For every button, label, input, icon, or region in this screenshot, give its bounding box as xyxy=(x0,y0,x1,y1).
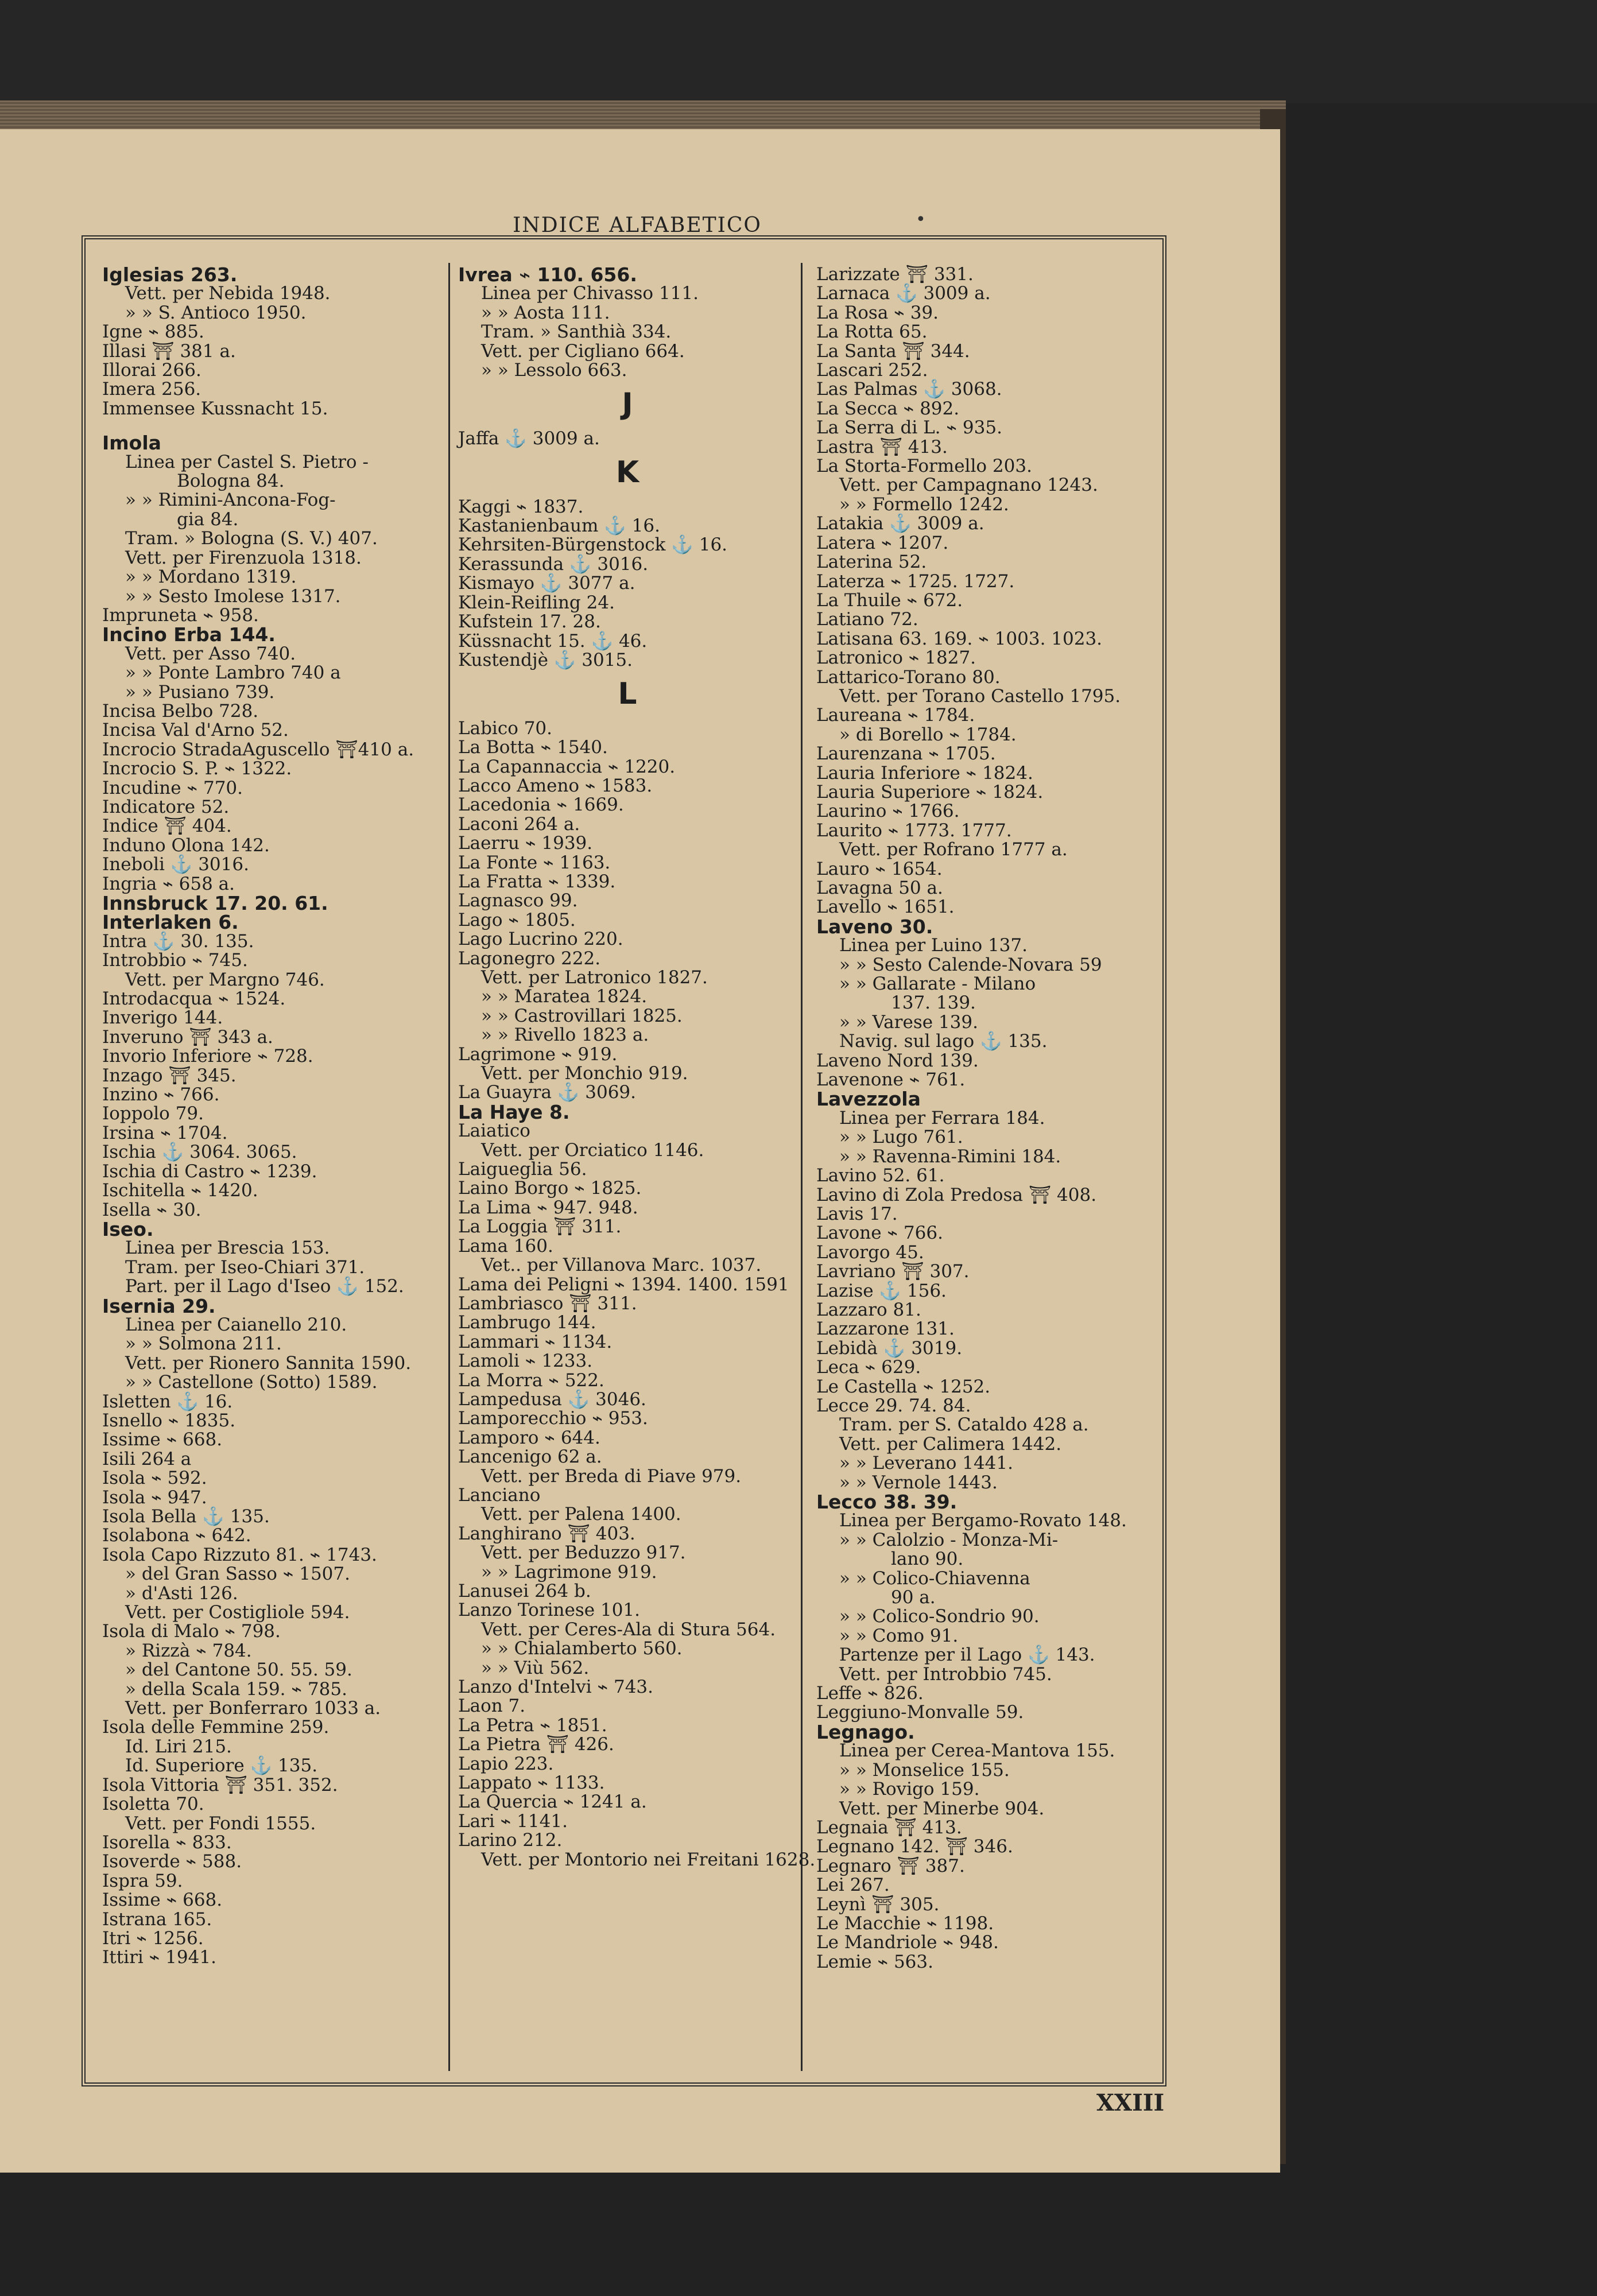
index-entry: » » Monselice 155. xyxy=(839,1759,1010,1781)
index-heading: Lecco 38. 39. xyxy=(816,1491,958,1513)
index-entry: Vett. per Ceres-Ala di Stura 564. xyxy=(481,1619,776,1640)
background xyxy=(0,0,1597,103)
index-entry: » » Rovigo 159. xyxy=(839,1779,980,1800)
index-entry: Isolabona ⌁ 642. xyxy=(102,1525,251,1546)
index-entry: Leffe ⌁ 826. xyxy=(816,1683,924,1704)
index-entry: Langhirano ⛩ 403. xyxy=(458,1523,635,1544)
index-entry: Introbbio ⌁ 745. xyxy=(102,950,248,971)
index-column-3 xyxy=(816,265,1161,1972)
index-entry: Kismayo ⚓ 3077 a. xyxy=(458,573,635,594)
index-entry: La Petra ⌁ 1851. xyxy=(458,1715,607,1736)
index-entry: Kehrsiten-Bürgenstock ⚓ 16. xyxy=(458,534,728,556)
index-heading: Legnago. xyxy=(816,1720,915,1743)
index-entry: Lappato ⌁ 1133. xyxy=(458,1773,605,1794)
index-entry: » » Calolzio - Monza-Mi- xyxy=(839,1529,1059,1550)
index-entry: Le Mandriole ⌁ 948. xyxy=(816,1932,999,1953)
index-entry: lano 90. xyxy=(891,1549,964,1570)
index-entry: Labico 70. xyxy=(458,718,553,739)
index-entry: » » S. Antioco 1950. xyxy=(125,302,307,323)
column-divider-2 xyxy=(801,263,803,2071)
index-entry: Larizzate ⛩ 331. xyxy=(816,264,974,285)
index-entry: Lavenone ⌁ 761. xyxy=(816,1069,966,1091)
index-entry: » » Pusiano 739. xyxy=(125,681,275,703)
index-entry: Lacco Ameno ⌁ 1583. xyxy=(458,775,653,796)
index-entry: Ioppolo 79. xyxy=(102,1103,204,1124)
index-entry: Laurito ⌁ 1773. 1777. xyxy=(816,820,1012,841)
index-entry: » » Vernole 1443. xyxy=(839,1472,998,1493)
index-entry: » » Como 91. xyxy=(839,1625,959,1646)
index-entry: Lampedusa ⚓ 3046. xyxy=(458,1389,646,1410)
index-entry: Ispra 59. xyxy=(102,1870,183,1891)
index-entry: Lammari ⌁ 1134. xyxy=(458,1331,613,1352)
index-entry: Lagrimone ⌁ 919. xyxy=(458,1044,618,1065)
index-entry: Le Macchie ⌁ 1198. xyxy=(816,1913,994,1934)
index-heading: Innsbruck 17. 20. 61. xyxy=(102,892,328,914)
index-entry: Ischitella ⌁ 1420. xyxy=(102,1180,258,1201)
index-entry: Lascari 252. xyxy=(816,360,928,381)
index-entry: Lanciano xyxy=(458,1484,541,1506)
index-entry: Lanzo d'Intelvi ⌁ 743. xyxy=(458,1677,654,1698)
index-entry: Lattarico-Torano 80. xyxy=(816,666,1001,688)
index-entry: Lemie ⌁ 563. xyxy=(816,1951,933,1972)
index-entry: Ineboli ⚓ 3016. xyxy=(102,854,249,875)
index-entry: » » Lagrimone 919. xyxy=(481,1561,657,1583)
index-entry: Incrocio S. P. ⌁ 1322. xyxy=(102,758,292,779)
index-entry: » » Rimini-Ancona-Fog- xyxy=(125,490,336,511)
index-entry: » » Castellone (Sotto) 1589. xyxy=(125,1372,378,1393)
index-entry: » » Chialamberto 560. xyxy=(481,1638,683,1659)
index-entry: Leggiuno-Monvalle 59. xyxy=(816,1702,1024,1723)
running-header: INDICE ALFABETICO xyxy=(513,214,762,237)
index-entry: Linea per Castel S. Pietro - xyxy=(125,451,369,472)
index-entry: La Serra di L. ⌁ 935. xyxy=(816,417,1002,439)
index-entry: Lagnasco 99. xyxy=(458,890,578,912)
index-entry: Lago Lucrino 220. xyxy=(458,929,623,950)
index-entry: Lagonegro 222. xyxy=(458,948,601,969)
index-entry: » » Maratea 1824. xyxy=(481,986,648,1007)
index-entry: Vett. per Margno 746. xyxy=(125,969,325,990)
index-entry: Vett. per Beduzzo 917. xyxy=(481,1542,686,1564)
index-entry: Lari ⌁ 1141. xyxy=(458,1810,568,1832)
index-entry: La Rotta 65. xyxy=(816,321,928,343)
index-entry: Igne ⌁ 885. xyxy=(102,321,204,343)
index-entry: Latera ⌁ 1207. xyxy=(816,532,949,553)
index-entry: 90 a. xyxy=(891,1587,936,1608)
index-entry: Vett. per Calimera 1442. xyxy=(839,1433,1062,1455)
index-entry: La Secca ⌁ 892. xyxy=(816,398,960,419)
index-entry: Lago ⌁ 1805. xyxy=(458,909,576,930)
index-entry: La Storta-Formello 203. xyxy=(816,456,1032,477)
index-entry: Lambrugo 144. xyxy=(458,1312,596,1333)
index-entry: Tram. » Santhià 334. xyxy=(481,321,672,343)
index-entry: Laiatico xyxy=(458,1120,530,1142)
index-entry: Laveno Nord 139. xyxy=(816,1050,979,1071)
index-entry: Latakia ⚓ 3009 a. xyxy=(816,513,984,534)
index-entry: Id. Liri 215. xyxy=(125,1736,232,1757)
index-entry: Vett. per Rofrano 1777 a. xyxy=(839,839,1068,860)
index-entry: Lacedonia ⌁ 1669. xyxy=(458,794,624,816)
index-entry: Lavino di Zola Predosa ⛩ 408. xyxy=(816,1184,1097,1205)
index-entry: Vett. per Minerbe 904. xyxy=(839,1798,1045,1819)
index-heading: La Haye 8. xyxy=(458,1100,570,1123)
index-heading: Imola xyxy=(102,432,161,455)
index-entry: Ischia di Castro ⌁ 1239. xyxy=(102,1161,317,1182)
index-entry: Induno Olona 142. xyxy=(102,835,270,856)
index-entry: » » Colico-Sondrio 90. xyxy=(839,1606,1040,1627)
index-entry: Bologna 84. xyxy=(177,471,285,492)
index-entry: Inzago ⛩ 345. xyxy=(102,1065,237,1086)
index-entry: Lavorgo 45. xyxy=(816,1242,924,1263)
index-entry: Vett. per Nebida 1948. xyxy=(125,283,331,304)
index-entry: » » Mordano 1319. xyxy=(125,567,297,588)
index-column-2 xyxy=(458,263,816,1870)
index-entry: Lavino 52. 61. xyxy=(816,1165,945,1186)
index-entry: Lavone ⌁ 766. xyxy=(816,1223,943,1244)
index-entry: » di Borello ⌁ 1784. xyxy=(839,724,1017,745)
index-column-1 xyxy=(102,265,441,1968)
index-entry: Lapio 223. xyxy=(458,1753,554,1774)
index-entry: Impruneta ⌁ 958. xyxy=(102,604,259,626)
index-entry: Vett. per Fondi 1555. xyxy=(125,1813,316,1834)
index-entry: Kufstein 17. 28. xyxy=(458,611,601,633)
index-entry: » della Scala 159. ⌁ 785. xyxy=(125,1678,347,1700)
index-entry: Isella ⌁ 30. xyxy=(102,1199,201,1220)
ink-dot: • xyxy=(916,210,926,230)
index-entry: La Loggia ⛩ 311. xyxy=(458,1216,622,1238)
index-entry: Laterza ⌁ 1725. 1727. xyxy=(816,571,1015,592)
index-entry: Lauria Inferiore ⌁ 1824. xyxy=(816,762,1033,784)
index-entry: La Santa ⛩ 344. xyxy=(816,340,970,362)
section-letter: K xyxy=(615,455,639,490)
section-letter: L xyxy=(618,677,637,712)
index-entry: Lanusei 264 b. xyxy=(458,1581,591,1601)
index-entry: Leca ⌁ 629. xyxy=(816,1357,921,1378)
index-entry: » del Gran Sasso ⌁ 1507. xyxy=(125,1564,350,1585)
index-entry: Lazzaro 81. xyxy=(816,1299,921,1320)
index-entry: Incisa Belbo 728. xyxy=(102,700,259,722)
index-entry: » d'Asti 126. xyxy=(125,1583,238,1604)
index-entry: Isola Bella ⚓ 135. xyxy=(102,1506,270,1527)
index-entry: Vett. per Firenzuola 1318. xyxy=(125,547,362,568)
index-entry: Lama dei Peligni ⌁ 1394. 1400. 1591 xyxy=(458,1274,789,1295)
index-entry: Incisa Val d'Arno 52. xyxy=(102,720,289,741)
index-entry: » » Colico-Chiavenna xyxy=(839,1568,1030,1589)
index-entry: Linea per Ferrara 184. xyxy=(839,1107,1045,1128)
index-entry: Lei 267. xyxy=(816,1875,890,1896)
index-entry: Lauro ⌁ 1654. xyxy=(816,858,943,879)
index-entry: Part. per il Lago d'Iseo ⚓ 152. xyxy=(125,1276,404,1297)
index-entry: La Fonte ⌁ 1163. xyxy=(458,852,611,873)
index-entry: Isola delle Femmine 259. xyxy=(102,1717,330,1738)
index-entry: Linea per Luino 137. xyxy=(839,935,1028,956)
index-entry: Isorella ⌁ 833. xyxy=(102,1832,232,1853)
index-entry: Lavagna 50 a. xyxy=(816,878,943,898)
index-entry: Intra ⚓ 30. 135. xyxy=(102,930,254,952)
index-entry: » » Sesto Calende-Novara 59 xyxy=(839,954,1102,975)
index-heading: Lavezzola xyxy=(816,1088,921,1111)
page-number: XXIII xyxy=(1096,2089,1165,2116)
index-entry: Legnaro ⛩ 387. xyxy=(816,1855,965,1876)
index-entry: La Guayra ⚓ 3069. xyxy=(458,1082,636,1103)
index-entry: La Lima ⌁ 947. 948. xyxy=(458,1197,638,1218)
index-entry: Isola Vittoria ⛩ 351. 352. xyxy=(102,1774,338,1795)
index-entry: Lazise ⚓ 156. xyxy=(816,1280,947,1301)
index-entry: Lamporo ⌁ 644. xyxy=(458,1427,600,1448)
index-entry: » » Varese 139. xyxy=(839,1011,978,1033)
index-entry: Vett. per Latronico 1827. xyxy=(481,967,708,988)
index-entry: Lauria Superiore ⌁ 1824. xyxy=(816,781,1044,802)
index-entry: Vett. per Campagnano 1243. xyxy=(839,475,1098,496)
index-entry: Isola Capo Rizzuto 81. ⌁ 1743. xyxy=(102,1544,377,1565)
index-entry: Isnello ⌁ 1835. xyxy=(102,1410,236,1431)
index-entry: Lambriasco ⛩ 311. xyxy=(458,1293,637,1314)
index-entry: Linea per Brescia 153. xyxy=(125,1238,330,1259)
index-entry: La Thuile ⌁ 672. xyxy=(816,589,963,611)
index-entry: Inzino ⌁ 766. xyxy=(102,1084,220,1106)
index-entry: » del Cantone 50. 55. 59. xyxy=(125,1659,352,1681)
index-entry: Inverigo 144. xyxy=(102,1007,223,1029)
index-entry: Kaggi ⌁ 1837. xyxy=(458,496,584,517)
index-entry: » » Viù 562. xyxy=(481,1657,590,1678)
index-entry: Vett. per Introbbio 745. xyxy=(839,1663,1052,1685)
index-entry: Imera 256. xyxy=(102,379,201,400)
index-entry: Incudine ⌁ 770. xyxy=(102,777,243,798)
index-entry: Laurino ⌁ 1766. xyxy=(816,801,960,822)
index-entry: Laureana ⌁ 1784. xyxy=(816,705,975,726)
index-entry: » » Castrovillari 1825. xyxy=(481,1005,683,1026)
index-entry: Le Castella ⌁ 1252. xyxy=(816,1376,991,1397)
index-entry: Laon 7. xyxy=(458,1696,526,1717)
index-entry: » Rizzà ⌁ 784. xyxy=(125,1640,252,1661)
index-entry: Issime ⌁ 668. xyxy=(102,1890,223,1911)
index-entry: Indicatore 52. xyxy=(102,796,230,817)
index-entry: Klein-Reifling 24. xyxy=(458,592,615,613)
index-entry: Laino Borgo ⌁ 1825. xyxy=(458,1178,642,1199)
index-heading: Iglesias 263. xyxy=(102,263,238,286)
index-entry: Lecce 29. 74. 84. xyxy=(816,1395,971,1416)
index-entry: Navig. sul lago ⚓ 135. xyxy=(839,1031,1048,1052)
index-entry: Ischia ⚓ 3064. 3065. xyxy=(102,1142,297,1163)
index-entry: » » Aosta 111. xyxy=(481,302,610,323)
index-entry: Lama 160. xyxy=(458,1235,553,1256)
index-entry: Lazzarone 131. xyxy=(816,1318,955,1340)
index-entry: Tram. per Iseo-Chiari 371. xyxy=(125,1256,365,1278)
index-entry: Vett. per Montorio nei Freitani 1628. xyxy=(481,1849,816,1870)
index-entry: Indice ⛩ 404. xyxy=(102,816,232,837)
index-entry: Linea per Bergamo-Rovato 148. xyxy=(839,1510,1127,1531)
index-entry: » » Solmona 211. xyxy=(125,1333,282,1355)
index-entry: » » Lessolo 663. xyxy=(481,360,627,381)
index-entry: Incrocio StradaAguscello ⛩410 a. xyxy=(102,739,414,760)
index-heading: Ivrea ⌁ 110. 656. xyxy=(458,263,637,286)
index-entry: Lastra ⛩ 413. xyxy=(816,436,948,457)
index-entry: Las Palmas ⚓ 3068. xyxy=(816,379,1002,400)
index-entry: Kastanienbaum ⚓ 16. xyxy=(458,515,660,537)
index-entry: Vett. per Torano Castello 1795. xyxy=(839,685,1121,707)
index-entry: » » Ravenna-Rimini 184. xyxy=(839,1146,1061,1167)
index-entry: » » Lugo 761. xyxy=(839,1127,963,1148)
index-entry: La Rosa ⌁ 39. xyxy=(816,302,939,323)
index-entry: Lamporecchio ⌁ 953. xyxy=(458,1408,648,1429)
index-entry: Isoverde ⌁ 588. xyxy=(102,1851,242,1872)
index-entry: La Morra ⌁ 522. xyxy=(458,1370,604,1391)
index-entry: Isola ⌁ 592. xyxy=(102,1468,207,1489)
index-entry: Küssnacht 15. ⚓ 46. xyxy=(458,630,648,651)
index-entry: Irsina ⌁ 1704. xyxy=(102,1122,228,1143)
index-entry: Kerassunda ⚓ 3016. xyxy=(458,553,649,575)
index-entry: Latronico ⌁ 1827. xyxy=(816,647,976,669)
index-entry: Introdacqua ⌁ 1524. xyxy=(102,988,286,1010)
index-entry: Laurenzana ⌁ 1705. xyxy=(816,743,996,765)
index-entry: Lamoli ⌁ 1233. xyxy=(458,1351,593,1372)
index-entry: Ingria ⌁ 658 a. xyxy=(102,873,235,894)
index-entry: » » Sesto Imolese 1317. xyxy=(125,585,341,607)
index-heading: Laveno 30. xyxy=(816,915,933,938)
index-entry: Laconi 264 a. xyxy=(458,813,580,835)
index-entry: Lanzo Torinese 101. xyxy=(458,1600,640,1621)
index-entry: La Capannaccia ⌁ 1220. xyxy=(458,756,676,777)
index-entry: » » Ponte Lambro 740 a xyxy=(125,662,341,684)
index-entry: » » Gallarate - Milano xyxy=(839,974,1036,995)
index-heading: Iseo. xyxy=(102,1217,154,1240)
index-entry: Vett. per Palena 1400. xyxy=(481,1504,681,1525)
index-entry: Illasi ⛩ 381 a. xyxy=(102,340,236,362)
index-entry: La Quercia ⌁ 1241 a. xyxy=(458,1791,647,1813)
index-entry: Partenze per il Lago ⚓ 143. xyxy=(839,1645,1095,1666)
index-entry: » » Formello 1242. xyxy=(839,494,1009,515)
index-entry: Ittiri ⌁ 1941. xyxy=(102,1947,216,1968)
index-entry: Id. Superiore ⚓ 135. xyxy=(125,1755,318,1777)
index-entry: Lavis 17. xyxy=(816,1203,898,1224)
index-entry: Istrana 165. xyxy=(102,1909,212,1930)
index-entry: Isola ⌁ 947. xyxy=(102,1487,207,1508)
index-entry: gia 84. xyxy=(177,509,239,530)
index-entry: Issime ⌁ 668. xyxy=(102,1429,223,1450)
index-entry: Itri ⌁ 1256. xyxy=(102,1927,204,1949)
index-entry: Lavriano ⛩ 307. xyxy=(816,1261,970,1282)
section-letter: J xyxy=(622,387,633,422)
index-entry: Kustendjè ⚓ 3015. xyxy=(458,649,633,670)
index-entry: Jaffa ⚓ 3009 a. xyxy=(458,428,600,449)
index-entry: Latisana 63. 169. ⌁ 1003. 1023. xyxy=(816,628,1103,649)
index-entry: Isletten ⚓ 16. xyxy=(102,1391,233,1412)
index-entry: Vett. per Costigliole 594. xyxy=(125,1602,350,1623)
index-entry: Lavello ⌁ 1651. xyxy=(816,897,955,918)
index-entry: Tram. » Bologna (S. V.) 407. xyxy=(125,528,378,549)
index-entry: Vett. per Asso 740. xyxy=(125,643,296,664)
index-entry: Immensee Kussnacht 15. xyxy=(102,398,328,419)
index-entry: Legnano 142. ⛩ 346. xyxy=(816,1836,1013,1857)
index-entry: Latiano 72. xyxy=(816,609,918,630)
index-entry: Isoletta 70. xyxy=(102,1794,204,1815)
index-entry: Legnaia ⛩ 413. xyxy=(816,1817,962,1838)
index-entry: La Pietra ⛩ 426. xyxy=(458,1734,614,1755)
index-entry: Laerru ⌁ 1939. xyxy=(458,833,593,854)
index-entry: Vet.. per Villanova Marc. 1037. xyxy=(481,1255,762,1276)
index-entry: » » Leverano 1441. xyxy=(839,1453,1013,1474)
index-entry: Laigueglia 56. xyxy=(458,1159,587,1180)
index-entry: Lebidà ⚓ 3019. xyxy=(816,1337,963,1359)
index-entry: Vett. per Cigliano 664. xyxy=(481,340,685,362)
index-entry: Linea per Caianello 210. xyxy=(125,1314,347,1335)
index-entry: Inveruno ⛩ 343 a. xyxy=(102,1026,273,1048)
index-entry: Illorai 266. xyxy=(102,360,201,381)
index-entry: Vett. per Orciatico 1146. xyxy=(481,1139,704,1161)
index-entry: Linea per Chivasso 111. xyxy=(481,283,699,304)
index-entry: Isili 264 a xyxy=(102,1448,192,1469)
index-entry: Larino 212. xyxy=(458,1830,563,1851)
index-entry: Tram. per S. Cataldo 428 a. xyxy=(839,1414,1089,1436)
index-entry: Vett. per Breda di Piave 979. xyxy=(481,1465,742,1487)
index-entry: Laterina 52. xyxy=(816,552,927,573)
index-entry: » » Rivello 1823 a. xyxy=(481,1025,649,1046)
index-entry: Vett. per Monchio 919. xyxy=(481,1063,688,1084)
index-entry: Vett. per Bonferraro 1033 a. xyxy=(125,1698,381,1719)
index-entry: La Fratta ⌁ 1339. xyxy=(458,871,616,892)
index-entry: Linea per Cerea-Mantova 155. xyxy=(839,1740,1115,1762)
index-entry: Invorio Inferiore ⌁ 728. xyxy=(102,1046,313,1067)
index-entry: Lancenigo 62 a. xyxy=(458,1446,602,1468)
index-heading: Isernia 29. xyxy=(102,1294,216,1317)
index-entry: La Botta ⌁ 1540. xyxy=(458,737,608,758)
column-divider-1 xyxy=(448,263,450,2071)
index-entry: Isola di Malo ⌁ 798. xyxy=(102,1621,281,1642)
index-entry: 137. 139. xyxy=(891,992,976,1014)
index-entry: Vett. per Rionero Sannita 1590. xyxy=(125,1352,412,1374)
index-heading: Interlaken 6. xyxy=(102,911,239,934)
index-heading: Incino Erba 144. xyxy=(102,623,276,646)
index-entry: Larnaca ⚓ 3009 a. xyxy=(816,283,991,304)
index-entry: Leynì ⛩ 305. xyxy=(816,1894,940,1915)
